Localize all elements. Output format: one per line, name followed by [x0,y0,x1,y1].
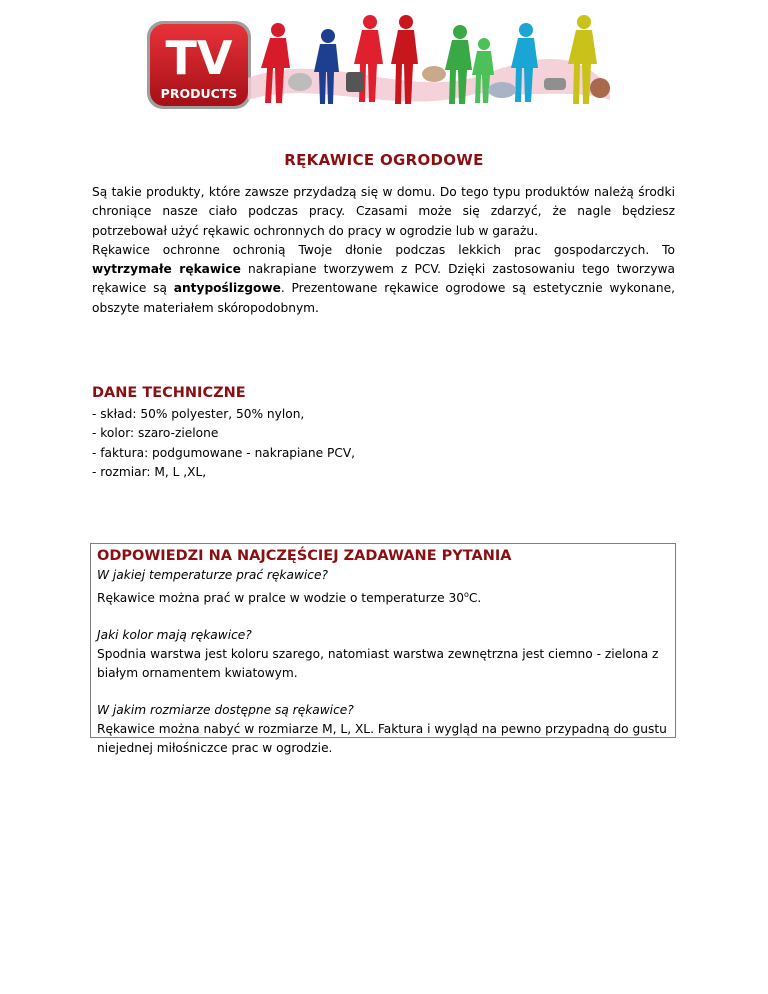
intro-paragraph-2 [92,241,675,318]
spec-item: - rozmiar: M, L ,XL, [92,464,207,479]
tech-heading: DANE TECHNICZNE [92,385,246,401]
bold-keyword: antypoślizgowe [173,281,281,296]
faq-box [90,543,676,756]
tv-products-logo [146,20,252,110]
degree-sup: o [463,590,469,599]
faq-answer: Rękawice można nabyć w rozmiarze M, L, XL. Faktura i wygląd na pewno przypadną do gustu niejednej miłośniczce prac w ogrodzie. [97,722,667,756]
intro-text [92,183,675,318]
spec-item: - skład: 50% polyester, 50% nylon, [92,407,305,421]
intro-text-span: . Prezentowane rękawice ogrodowe są estetycznie wykonane, obszyte materiałem skóropodobnym. [92,281,675,315]
faq-question: W jakim rozmiarze dostępne są rękawice? [97,703,354,718]
bold-keyword: wytrzymałe rękawice [92,262,241,277]
tech-specs-list [92,405,355,482]
people-illustration [248,8,610,118]
faq-heading: ODPOWIEDZI NA NAJCZĘŚCIEJ ZADAWANE PYTANIA [97,548,512,564]
answer-text: C. [468,591,482,606]
spec-item: - faktura: podgumowane - nakrapiane PCV, [92,445,356,460]
faq-answer [97,585,669,608]
intro-text-span: nakrapiane tworzywem z PCV. Dzięki zastosowaniu tego tworzywa rękawice są [92,262,675,296]
logo-products-text: PRODUCTS [160,86,238,101]
faq-question: Jaki kolor mają rękawice? [97,628,252,643]
faq-answer: Spodnia warstwa jest koloru szarego, natomiast warstwa zewnętrzna jest ciemno - zielona z białym ornamentem kwiatowym. [97,647,659,681]
spec-item: - kolor: szaro-zielone [92,426,219,441]
intro-text-span: Rękawice ochronne ochronią Twoje dłonie podczas lekkich prac gospodarczych. To [92,242,675,257]
header-banner [140,8,610,118]
intro-paragraph-1: Są takie produkty, które zawsze przydadzą się w domu. Do tego typu produktów należą środki chroniące nasze ciało podczas pracy. Czasami może się zdarzyć, że nagle będziesz potrzebował użyć rękawic ochronnych do pracy w ogrodzie lub w garażu. [92,185,675,238]
logo-tv-text: TV [165,31,233,85]
faq-question: W jakiej temperaturze prać rękawice? [97,568,328,582]
answer-text: Rękawice można prać w pralce w wodzie o temperaturze 30 [97,591,464,606]
page-title: RĘKAWICE OGRODOWE [284,151,484,169]
